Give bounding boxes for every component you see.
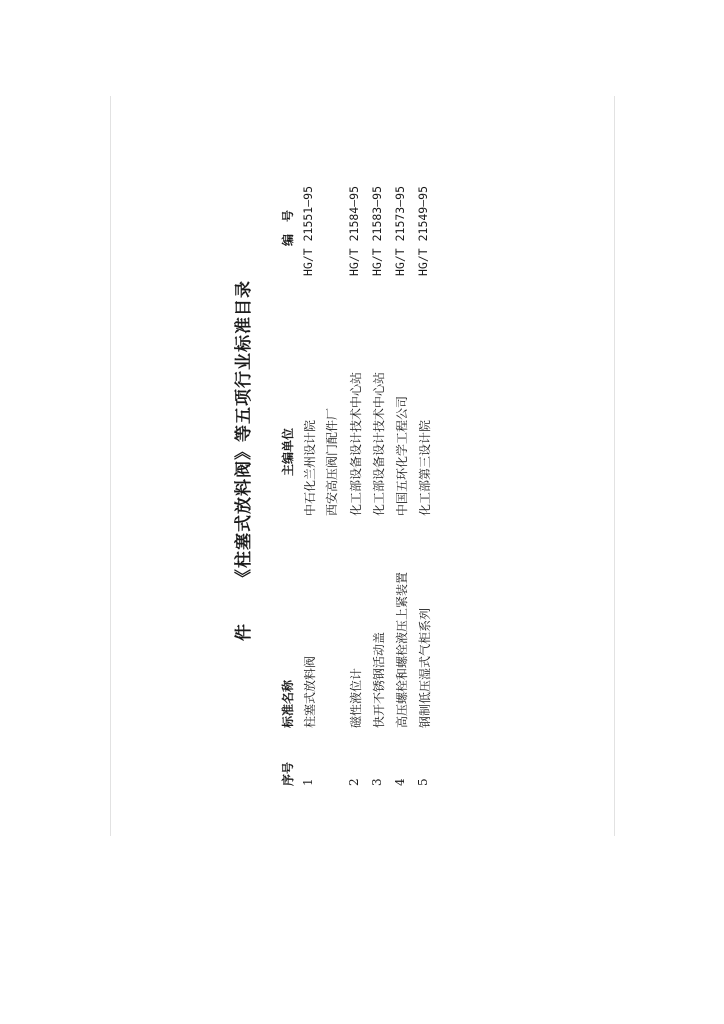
title-prefix: 件 bbox=[234, 624, 254, 641]
row-name: 柱塞式放料阀 bbox=[303, 655, 317, 728]
row-name: 快开不锈钢活动盖 bbox=[372, 631, 386, 728]
row-name: 钢制低压湿式气柜系列 bbox=[418, 607, 432, 728]
row-code: HG/T 21584—95 bbox=[347, 185, 361, 276]
row-unit: 化工部第三设计院 bbox=[418, 419, 432, 516]
header-unit: 主编单位 bbox=[281, 427, 295, 476]
row-code: HG/T 21573—95 bbox=[393, 185, 407, 276]
row-unit: 化工部设备设计技术中心站 bbox=[349, 371, 363, 516]
row-name: 高压螺栓和螺栓液压上紧装置 bbox=[395, 571, 409, 728]
table-row bbox=[345, 96, 365, 786]
header-name: 标准名称 bbox=[281, 679, 295, 728]
row-unit: 西安高压阀门配件厂 bbox=[325, 407, 339, 516]
table-row bbox=[414, 96, 434, 786]
row-index: 4 bbox=[393, 778, 407, 786]
header-code: 编 号 bbox=[281, 209, 295, 246]
row-unit: 化工部设备设计技术中心站 bbox=[372, 371, 386, 516]
row-index: 5 bbox=[416, 778, 430, 786]
table-row bbox=[299, 96, 319, 786]
row-code: HG/T 21551—95 bbox=[301, 185, 315, 276]
row-index: 1 bbox=[301, 778, 315, 786]
row-unit: 中国五环化学工程公司 bbox=[395, 395, 409, 516]
table-header bbox=[277, 96, 297, 786]
document-page bbox=[225, 96, 465, 786]
row-code: HG/T 21549—95 bbox=[416, 185, 430, 276]
document-title bbox=[225, 96, 255, 786]
table-row bbox=[321, 96, 341, 786]
row-unit: 中石化兰州设计院 bbox=[303, 419, 317, 516]
table-row bbox=[368, 96, 388, 786]
row-name: 磁性液位计 bbox=[349, 667, 363, 728]
header-index: 序号 bbox=[281, 761, 295, 786]
row-index: 2 bbox=[347, 778, 361, 786]
title-text: 《柱塞式放料阀》等五项行业标准目录 bbox=[234, 280, 254, 586]
row-index: 3 bbox=[370, 778, 384, 786]
table-row bbox=[391, 96, 411, 786]
row-code: HG/T 21583—95 bbox=[370, 185, 384, 276]
